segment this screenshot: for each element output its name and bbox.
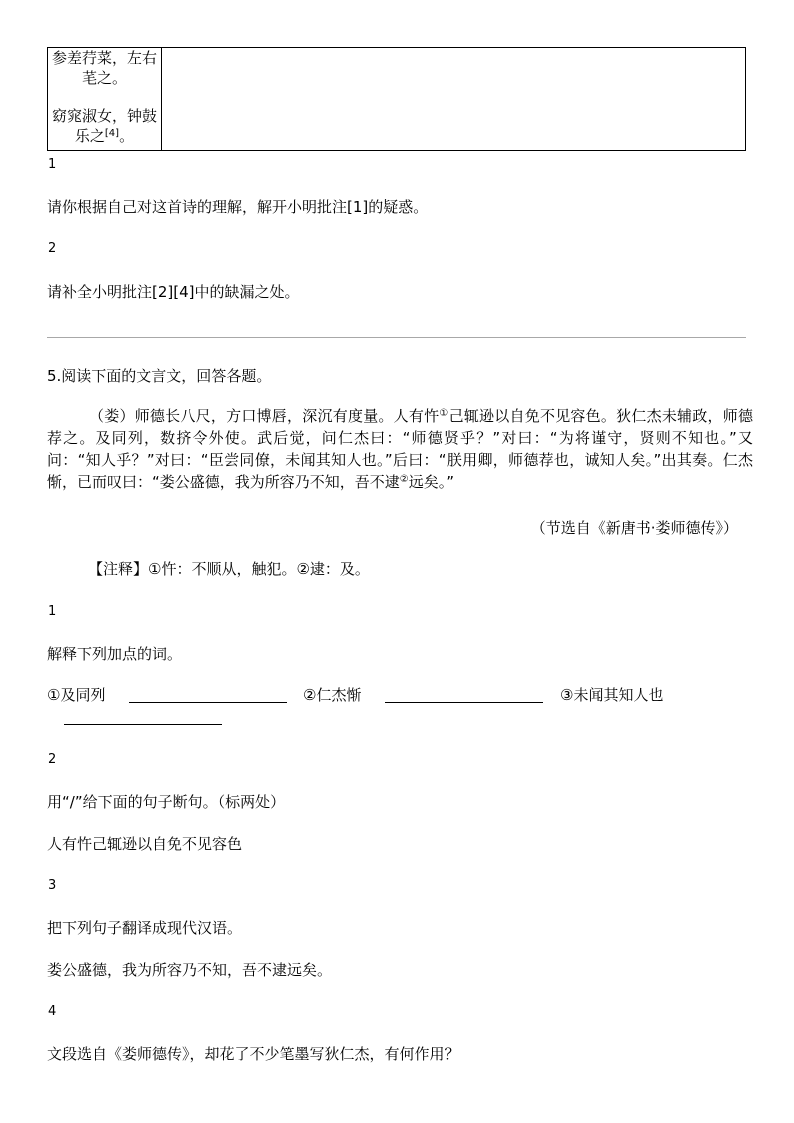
answer-blank-2[interactable] (385, 684, 543, 703)
notes-text: ①忤：不顺从，触犯。②逮：及。 (148, 560, 370, 578)
passage-text: 己辄逊以自免不见容色。狄仁杰未辅政，师德荐之。及同列，数挤令外使。武后觉，问仁杰曰：“师德贤乎？”对曰：“为将谨守，贤则不知也。”又问：“知人乎？”对曰：“臣尝同僚，未闻其知人也。”后曰：“朕用卿，师德荐也，诚知人矣。”出其奏。仁杰惭，已而叹曰：“娄公盛德，我为所容乃不知，吾不逮 (47, 407, 753, 491)
answer-blank-1[interactable] (129, 684, 287, 703)
classical-passage (47, 405, 753, 493)
question-number: 4 (48, 1004, 57, 1019)
question-number: 1 (48, 604, 57, 619)
section-heading: 5.阅读下面的文言文，回答各题。 (47, 367, 272, 385)
notes (88, 559, 370, 579)
question-number: 2 (48, 241, 57, 256)
footnote-marker: ② (399, 474, 409, 485)
annotation-cell (162, 48, 746, 151)
word-item-1: ①及同列 (47, 686, 106, 704)
question-number: 3 (48, 878, 57, 893)
question-text: 用“/”给下面的句子断句。（标两处） (47, 793, 286, 811)
poem-line: 窈窕淑女，钟鼓 (51, 107, 157, 125)
question-number: 2 (48, 752, 57, 767)
footnote-marker: ① (439, 408, 449, 419)
poem-line: 芼之。 (81, 69, 127, 87)
answer-blank-3[interactable] (64, 706, 222, 725)
sentence-to-punctuate: 人有忤己辄逊以自免不见容色 (47, 835, 243, 853)
spacer (48, 88, 161, 106)
question-text: 请补全小明批注[2][4]中的缺漏之处。 (47, 283, 300, 301)
poem-text-cell (48, 48, 162, 151)
sentence-to-translate: 娄公盛德，我为所容乃不知，吾不逮远矣。 (47, 961, 333, 979)
poem-line-punct: 。 (119, 127, 135, 145)
poem-annotation-table (47, 47, 746, 151)
poem-line (48, 126, 161, 146)
section-divider (47, 337, 746, 338)
question-number: 1 (48, 157, 57, 172)
passage-text: （娄）师德长八尺，方口博唇，深沉有度量。人有忤 (89, 407, 440, 425)
source-citation: （节选自《新唐书·娄师德传》） (530, 519, 738, 537)
poem-line-text: 乐之 (74, 127, 105, 145)
annotation-marker: [4] (104, 128, 120, 139)
question-text: 请你根据自己对这首诗的理解，解开小明批注[1]的疑惑。 (47, 198, 429, 216)
word-item-2: ②仁杰惭 (303, 686, 362, 704)
notes-label: 【注释】 (88, 560, 149, 578)
passage-text: 远矣。” (408, 473, 455, 491)
word-item-3: ③未闻其知人也 (560, 686, 664, 704)
question-text: 文段选自《娄师德传》，却花了不少笔墨写狄仁杰，有何作用？ (47, 1045, 460, 1063)
question-text: 解释下列加点的词。 (47, 645, 183, 663)
poem-line: 参差荇菜，左右 (51, 49, 157, 67)
question-text: 把下列句子翻译成现代汉语。 (47, 919, 243, 937)
